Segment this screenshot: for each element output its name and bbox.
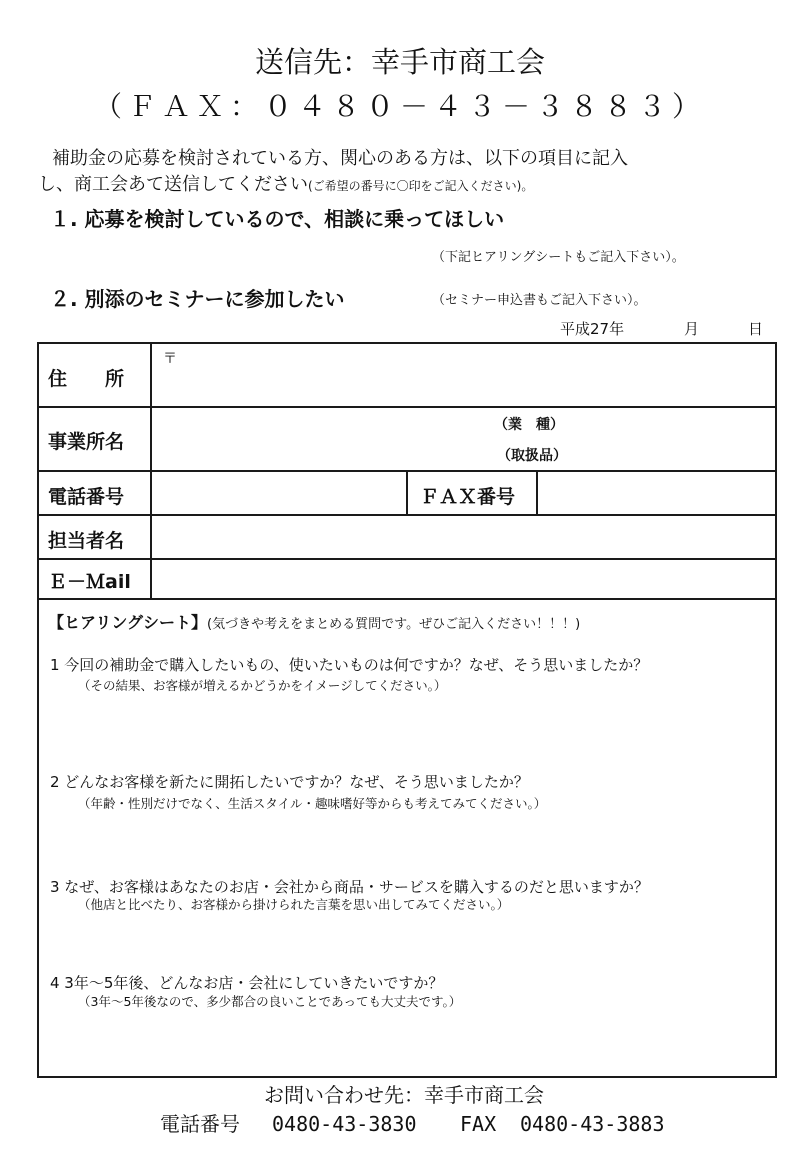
answer-4-area[interactable] (45, 1014, 769, 1072)
footer-phone-fax (160, 1108, 665, 1137)
form-border-left (37, 342, 39, 1078)
row-divider (37, 406, 777, 408)
answer-3-area[interactable] (45, 917, 769, 969)
hearing-sheet-note: (気づきや考えをまとめる質問です。ぜひご記入ください！！！) (207, 617, 581, 632)
question-1-note: （その結果、お客様が増えるかどうかをイメージしてください。） (78, 678, 447, 693)
hearing-sheet-heading: 【ヒアリングシート】 (48, 613, 208, 632)
intro-line-2-note: (ご希望の番号に〇印をご記入ください)。 (308, 179, 534, 193)
fax-label: ＦＡＸ番号 (420, 486, 516, 508)
fax-column-divider (536, 470, 538, 516)
footer-phone-value: 0480-43-3830 (272, 1112, 417, 1136)
answer-1-area[interactable] (45, 698, 769, 764)
form-border-right (775, 342, 777, 1078)
row-divider (37, 598, 777, 600)
question-2-note: （年齢・性別だけでなく、生活スタイル・趣味嗜好等からも考えてみてください。） (78, 796, 547, 811)
date-day: 日 (748, 320, 764, 338)
option-1-note: （下記ヒアリングシートもご記入下さい）。 (432, 250, 685, 265)
address-field[interactable] (154, 345, 773, 405)
contact-person-field[interactable] (154, 517, 773, 557)
date-month: 月 (684, 320, 700, 338)
email-field[interactable] (154, 561, 773, 597)
answer-2-area[interactable] (45, 816, 769, 872)
date-line (560, 318, 763, 339)
email-label: Ｅ－Ｍail (48, 571, 131, 593)
business-name-field[interactable] (154, 409, 484, 469)
contact-person-label: 担当者名 (48, 530, 125, 552)
phone-label: 電話番号 (48, 486, 125, 508)
form-border-top (37, 342, 777, 344)
footer-fax-value: 0480-43-3883 (520, 1112, 665, 1136)
postal-mark: 〒 (163, 351, 177, 367)
industry-label: （業 種） (494, 417, 564, 433)
question-1: 1 今回の補助金で購入したいもの、使いたいものは何ですか？なぜ、そう思いましたか？ (50, 656, 649, 674)
footer-phone-label: 電話番号 (160, 1112, 240, 1136)
intro-line-1: 補助金の応募を検討されている方、関心のある方は、以下の項目に記入 (52, 148, 628, 169)
hearing-sheet-title (48, 610, 580, 633)
label-column-divider (150, 342, 152, 600)
question-3: 3 なぜ、お客様はあなたのお店・会社から商品・サービスを購入するのだと思いますか？ (50, 878, 649, 896)
date-year: 平成27年 (560, 320, 625, 338)
footer-contact: お問い合わせ先：幸手市商工会 (264, 1083, 544, 1107)
fax-number-heading: （ＦＡＸ：０４８０－４３－３８８３） (93, 90, 706, 123)
fax-field[interactable] (540, 473, 773, 513)
address-label: 住 所 (48, 368, 125, 390)
row-divider (37, 558, 777, 560)
page-title: 送信先：幸手市商工会 (254, 45, 545, 79)
form-border-bottom (37, 1076, 777, 1078)
option-1[interactable]: １. 応募を検討しているので、相談に乗ってほしい (50, 207, 505, 231)
option-2[interactable]: ２. 別添のセミナーに参加したい (50, 287, 345, 311)
business-name-label: 事業所名 (48, 431, 125, 453)
option-2-note: （セミナー申込書もご記入下さい）。 (432, 293, 647, 308)
intro-line-2 (38, 170, 533, 196)
fax-column-divider (406, 470, 408, 516)
phone-field[interactable] (154, 473, 404, 513)
footer-fax-label: FAX (460, 1112, 497, 1136)
products-label: （取扱品） (497, 448, 567, 464)
question-2: 2 どんなお客様を新たに開拓したいですか？なぜ、そう思いましたか？ (50, 773, 529, 791)
intro-line-2-text: し、商工会あて送信してください (38, 174, 308, 195)
question-4-note: （3年～5年後なので、多少都合の良いことであっても大丈夫です。） (78, 994, 462, 1009)
question-4: 4 3年～5年後、どんなお店・会社にしていきたいですか？ (50, 974, 444, 992)
question-3-note: （他店と比べたり、お客様から掛けられた言葉を思い出してみてください。） (78, 897, 510, 912)
